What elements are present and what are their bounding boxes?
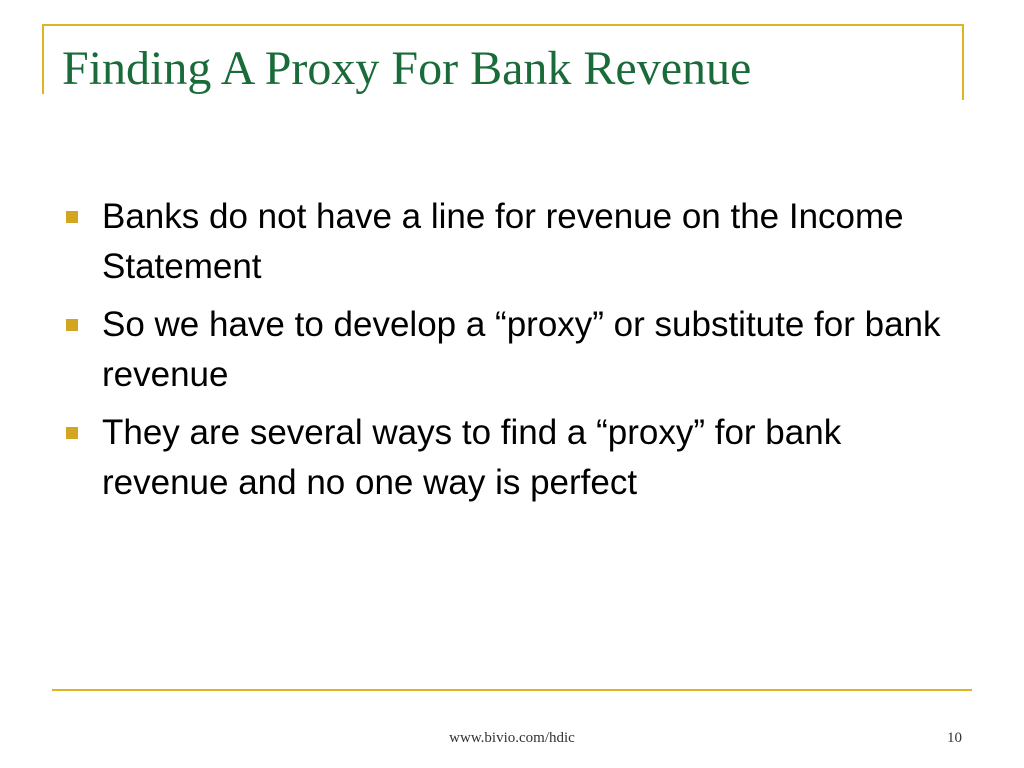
- square-bullet-icon: [66, 427, 78, 439]
- footer-url: www.bivio.com/hdic: [449, 730, 575, 746]
- bullet-item: [66, 408, 966, 508]
- title-frame-left-line: [42, 24, 44, 94]
- title-frame-right-line: [962, 24, 964, 100]
- bullet-text: Banks do not have a line for revenue on the Income Statement: [102, 197, 904, 286]
- square-bullet-icon: [66, 211, 78, 223]
- footer-divider: [52, 689, 972, 691]
- bullet-item: [66, 192, 966, 292]
- square-bullet-icon: [66, 319, 78, 331]
- bullet-item: [66, 300, 966, 400]
- bullet-text: They are several ways to find a “proxy” for bank revenue and no one way is perfect: [102, 413, 842, 502]
- bullet-list: [66, 192, 966, 516]
- page-number: 10: [947, 730, 962, 746]
- slide-title: Finding A Proxy For Bank Revenue: [62, 42, 752, 95]
- title-frame-top-line: [42, 24, 964, 26]
- bullet-text: So we have to develop a “proxy” or substitute for bank revenue: [102, 305, 941, 394]
